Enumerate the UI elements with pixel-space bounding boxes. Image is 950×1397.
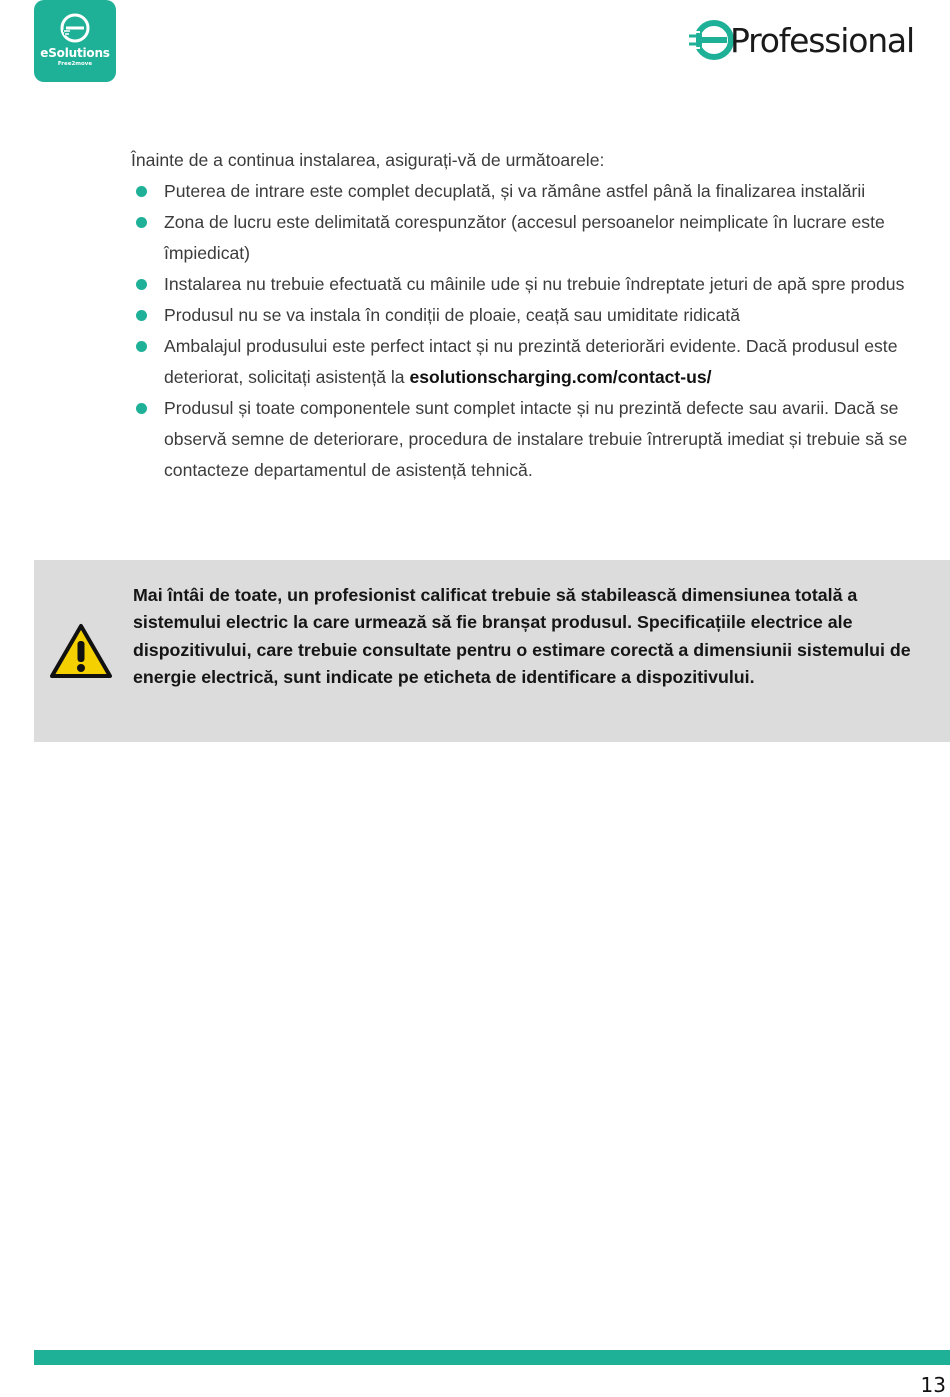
contact-link[interactable]: esolutionscharging.com/contact-us/ bbox=[409, 367, 712, 387]
list-item bbox=[131, 176, 945, 207]
warning-triangle-icon bbox=[48, 622, 114, 680]
checklist bbox=[131, 176, 945, 486]
bullet-dot-icon bbox=[136, 310, 147, 321]
eprofessional-wordmark: Professional bbox=[730, 20, 914, 60]
installation-checklist-section bbox=[131, 145, 945, 486]
esolutions-sub-text: Free2move bbox=[57, 61, 93, 67]
bullet-dot-icon bbox=[136, 217, 147, 228]
footer-bar bbox=[34, 1350, 950, 1365]
list-item bbox=[131, 300, 945, 331]
list-item-text: Zona de lucru este delimitată corespunzător (accesul persoanelor neimplicate în lucrare este împiedicat) bbox=[164, 212, 885, 263]
list-item bbox=[131, 393, 945, 486]
eprofessional-logo bbox=[686, 14, 914, 66]
list-item bbox=[131, 207, 945, 269]
page-number: 13 bbox=[920, 1373, 946, 1397]
esolutions-e-icon bbox=[59, 12, 91, 44]
list-item bbox=[131, 269, 945, 300]
e-plug-logo-icon bbox=[686, 16, 734, 64]
checklist-intro: Înainte de a continua instalarea, asigurați-vă de următoarele: bbox=[131, 150, 605, 170]
warning-box bbox=[34, 560, 950, 742]
list-item-text: Puterea de intrare este complet decuplată, și va rămâne astfel până la finalizarea instalării bbox=[164, 181, 866, 201]
list-item-text: Instalarea nu trebuie efectuată cu mâinile ude și nu trebuie îndreptate jeturi de apă spre produs bbox=[164, 274, 905, 294]
list-item-text: Produsul nu se va instala în condiții de ploaie, ceață sau umiditate ridicată bbox=[164, 305, 741, 325]
bullet-dot-icon bbox=[136, 341, 147, 352]
warning-text: Mai întâi de toate, un profesionist calificat trebuie să stabilească dimensiunea totală a sistemului electric la care urmează să fie branșat produsul. Specificațiile electrice ale dispozitivului, care trebuie consultate pentru o estimare corectă a dimensiunii sistemului de energie electrică, sunt indicate pe eticheta de identificare a dispozitivului. bbox=[133, 585, 911, 687]
esolutions-logo bbox=[34, 0, 116, 82]
bullet-dot-icon bbox=[136, 403, 147, 414]
list-item-text: Produsul și toate componentele sunt complet intacte și nu prezintă defecte sau avarii. Dacă se observă semne de deteriorare, procedura de instalare trebuie întreruptă imediat și trebuie să se contacteze departamentul de asistență tehnică. bbox=[164, 398, 908, 480]
esolutions-brand-text: eSolutions bbox=[40, 46, 110, 60]
bullet-dot-icon bbox=[136, 186, 147, 197]
list-item-text: Ambalajul produsului este perfect intact și nu prezintă deteriorări evidente. Dacă produsul este deteriorat, solicitați asistență la bbox=[164, 336, 898, 387]
bullet-dot-icon bbox=[136, 279, 147, 290]
list-item bbox=[131, 331, 945, 393]
